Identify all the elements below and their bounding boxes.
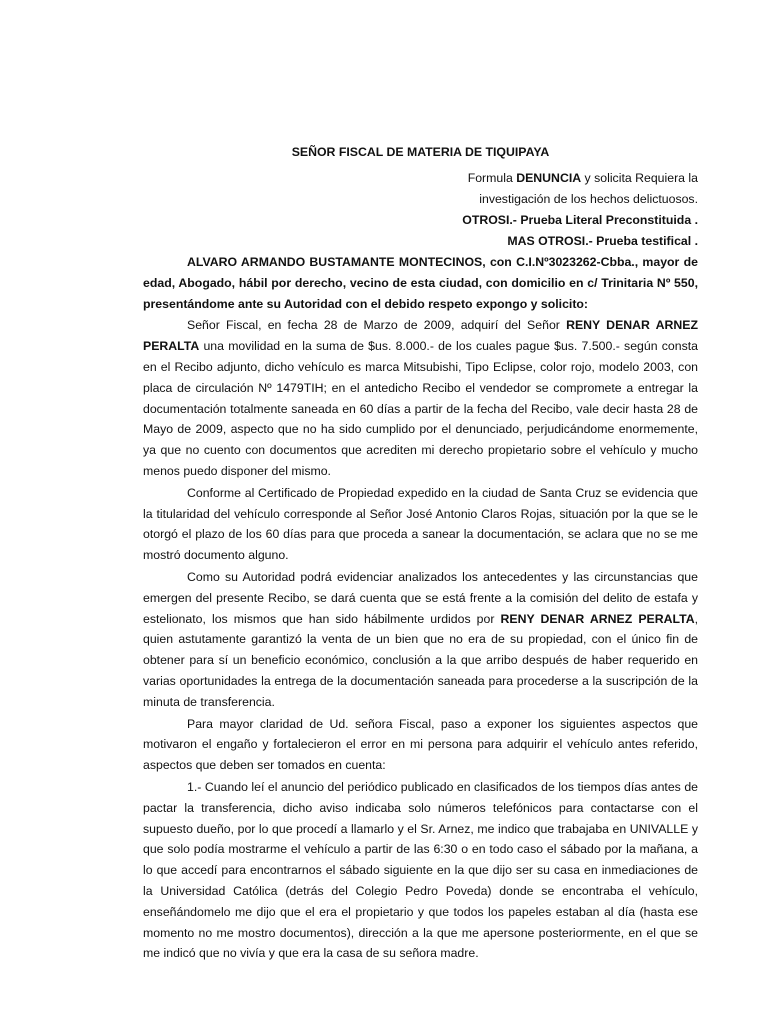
mas-otrosi-text: Prueba testifical . (592, 234, 698, 248)
subject-text: y solicita Requiera la (581, 171, 698, 185)
document-title: SEÑOR FISCAL DE MATERIA DE TIQUIPAYA (291, 145, 550, 159)
subject-text: Formula (467, 171, 517, 185)
paragraph-text: Señor Fiscal, en fecha 28 de Marzo de 2009, adquirí del Señor (187, 318, 567, 333)
paragraph-5: 1.- Cuando leí el anuncio del periódico publicado en clasificados de los tiempos días antes de pactar la transferencia, dicho aviso indicaba solo números telefónicos para contactarse con el supuesto dueño, por lo que procedí a llamarlo y el Sr. Arnez, me indico que trabajaba en UNIVALLE y que solo podía mostrarme el vehículo a partir de las 6:30 o en todo caso el sábado por la mañana, a lo que accedí para encontrarnos el sábado siguiente en la que dijo ser su casa en inmediaciones de la Universidad Católica (detrás del Colegio Pedro Poveda) donde se encontraba el vehículo, enseñándomelo me dijo que el era el propietario y que todos los papeles estaban al día (hasta ese momento no me mostro documentos), dirección a la que me apersone posteriormente, en el que se me indicó que no vivía y que era la casa de su señora madre. (143, 779, 698, 961)
intro-text: con C.I.Nº3023262-Cbba., mayor de edad, Abogado, hábil por derecho, vecino de esta ciudad, con domicilio en c/ Trinitaria Nº 550, presentándome ante su Autoridad con el debido respeto expongo y solicito: (143, 255, 698, 311)
paragraph-text: una movilidad en la suma de $us. 8.000.- de los cuales pague $us. 7.500.- según consta en el Recibo adjunto, dicho vehículo es marca Mitsubishi, Tipo Eclipse, color rojo, modelo 2003, con placa de circulación Nº 1479TIH; en el antedicho Recibo el vendedor se compromete a entregar la documentación totalmente saneada en 60 días a partir de la fecha del Recibo, vale decir hasta 28 de Mayo de 2009, aspecto que no ha sido cumplido por el denunciado, perjudicándome enormemente, ya que no cuento con documentos que acrediten mi derecho propietario sobre el vehículo y mucho menos puedo disponer del mismo. (143, 339, 698, 478)
paragraph-4: Para mayor claridad de Ud. señora Fiscal, paso a exponer los siguientes aspectos que motivaron el engaño y fortalecieron el error en mi persona para adquirir el vehículo antes referido, aspectos que deben ser tomados en cuenta: (143, 716, 698, 773)
intro-paragraph (143, 252, 698, 314)
defendant-name: RENY DENAR ARNEZ PERALTA (500, 611, 695, 626)
subject-line-2: investigación de los hechos delictuosos. (479, 192, 698, 206)
mas-otrosi-label: MAS OTROSI.- (507, 234, 593, 248)
subject-block (143, 168, 698, 252)
paragraph-2: Conforme al Certificado de Propiedad expedido en la ciudad de Santa Cruz se evidencia que la titularidad del vehículo corresponde al Señor José Antonio Claros Rojas, situación por la que se le otorgó el plazo de los 60 días para que proceda a sanear la documentación, se aclara que no se me mostró documento alguno. (143, 485, 698, 563)
paragraph-text: , quien astutamente garantizó la venta de un bien que no era de su propiedad, con el único fin de obtener para sí un beneficio económico, conclusión a la que arribo después de haber requerido en varias oportunidades la entrega de la documentación saneada para procederse a la suscripción de la minuta de transferencia. (143, 611, 698, 709)
otrosi-label: OTROSI.- (462, 213, 517, 227)
paragraph-text: Como su Autoridad podrá evidenciar analizados los antecedentes y las circunstancias que emergen del presente Recibo, se dará cuenta que se está frente a la comisión del delito de estafa y estelionato, los mismos que han sido hábilmente urdidos por (143, 569, 698, 626)
subject-line-1 (143, 168, 698, 189)
subject-line-4 (143, 231, 698, 252)
defendant-name: RENY DENAR ARNEZ PERALTA (143, 318, 698, 354)
paragraph-1 (143, 315, 698, 481)
complainant-name: ALVARO ARMANDO BUSTAMANTE MONTECINOS, (187, 255, 486, 269)
subject-line-3 (143, 210, 698, 231)
paragraph-3 (143, 567, 698, 713)
otrosi-text: Prueba Literal Preconstituida . (516, 213, 698, 227)
subject-keyword: DENUNCIA (516, 171, 582, 185)
document-body (143, 142, 698, 965)
